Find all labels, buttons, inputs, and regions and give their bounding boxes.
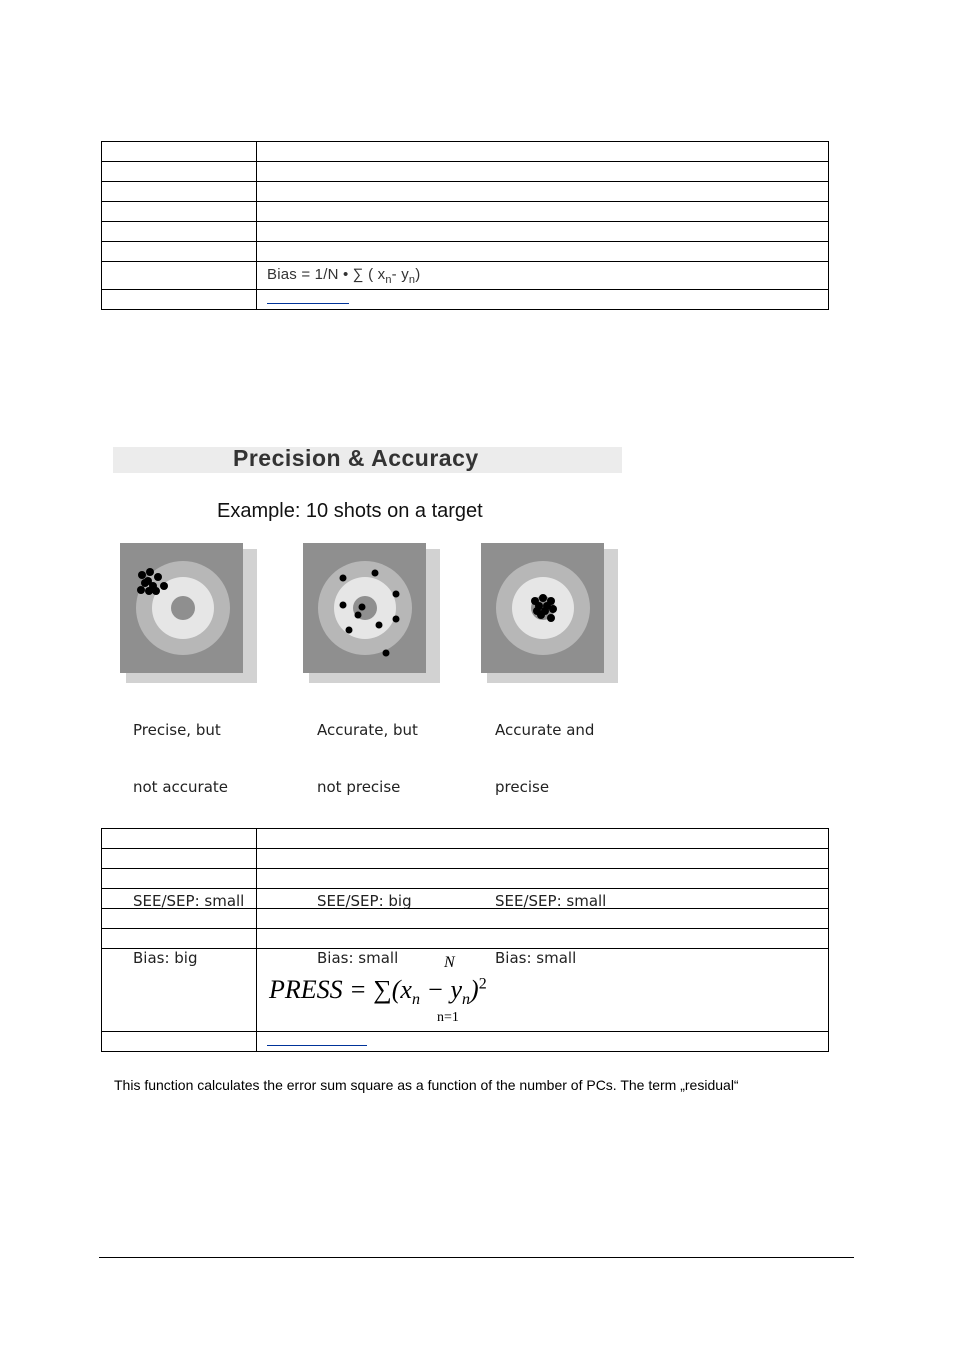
bias-formula: Bias = 1/N • ∑ ( $x_n-$ $y_n$) — [257, 262, 829, 290]
figure-subtitle: Example: 10 shots on a target — [217, 500, 483, 522]
parameter-table-press — [101, 828, 829, 1052]
caption-target-2: Accurate, but not precise SEE/SEP: big Bias: small — [317, 721, 418, 967]
footer-divider — [99, 1257, 854, 1258]
caption-target-3: Accurate and precise SEE/SEP: small Bias: small — [495, 721, 607, 967]
precision-accuracy-figure — [113, 445, 623, 967]
target-precise-not-accurate — [120, 543, 257, 683]
press-formula: N PRESS = $\sum(x_n - y_n)^2$ n=1 — [257, 949, 829, 1032]
target-accurate-and-precise — [481, 543, 618, 683]
reference-link[interactable] — [267, 1033, 367, 1046]
caption-target-1: Precise, but not accurate SEE/SEP: small Bias: big — [133, 721, 245, 967]
reference-link[interactable] — [267, 291, 349, 304]
figure-title: Precision & Accuracy — [233, 445, 479, 471]
parameter-table-bias — [101, 141, 829, 310]
body-paragraph: This function calculates the error sum square as a function of the number of PCs. The term „residual“ — [114, 1077, 739, 1093]
target-accurate-not-precise — [303, 543, 440, 683]
